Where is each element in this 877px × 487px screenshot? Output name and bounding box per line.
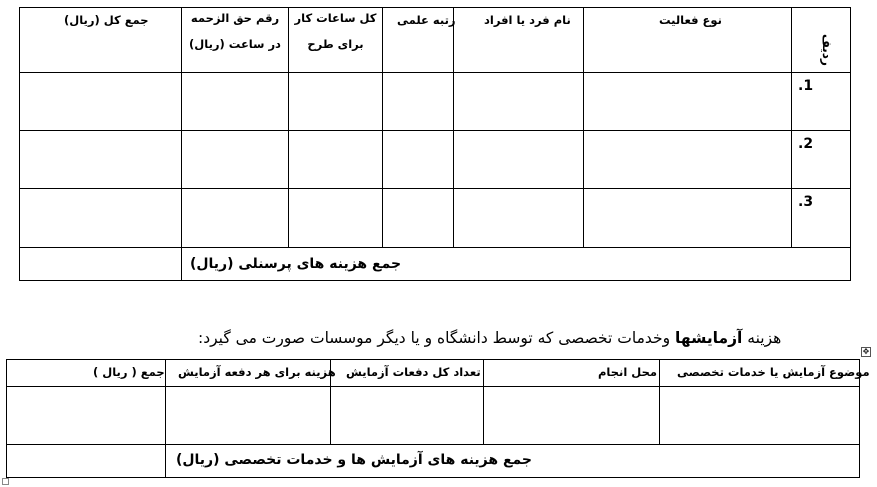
row-number-3: 3.: [798, 194, 814, 210]
heading-bold: آزمایشها: [675, 329, 743, 347]
move-cross-icon[interactable]: ✥: [862, 347, 870, 356]
heading-prefix: هزینه: [742, 329, 782, 347]
header-total: جمع ( ریال ): [93, 365, 165, 379]
header-row-label: ردیف: [820, 34, 834, 66]
header-total-hours: [289, 5, 382, 57]
lab-services-heading: [198, 329, 781, 347]
header-hourly-fee-line1: رقم حق الزحمه: [190, 11, 280, 25]
row-number-1: 1.: [798, 78, 814, 94]
header-grand-total: جمع کل (ریال): [64, 13, 149, 27]
row-number-2: 2.: [798, 136, 814, 152]
header-test-count: تعداد کل دفعات آزمایش: [346, 365, 481, 379]
header-cost-per-test: هزینه برای هر دفعه آزمایش: [178, 365, 336, 379]
header-person-name: نام فرد یا افراد: [484, 13, 571, 27]
header-hourly-fee-line2: در ساعت (ریال): [189, 37, 281, 51]
header-academic-rank: رتبه علمی: [397, 13, 456, 27]
table-resize-handle[interactable]: [2, 478, 9, 485]
header-location: محل انجام: [598, 365, 657, 379]
personnel-cost-total-label: جمع هزینه های پرسنلی (ریال): [190, 256, 402, 272]
header-hourly-fee: [182, 5, 288, 57]
header-activity-type: نوع فعالیت: [659, 13, 722, 27]
header-total-hours-line1: کل ساعات کار: [294, 11, 377, 25]
header-subject: موضوع آزمایش یا خدمات تخصصی: [677, 365, 870, 379]
header-total-hours-line2: برای طرح: [307, 37, 364, 51]
lab-services-total-label: جمع هزینه های آزمایش ها و خدمات تخصصی (ریال): [176, 452, 532, 468]
heading-suffix: وخدمات تخصصی که توسط دانشگاه و یا دیگر موسسات صورت می گیرد:: [198, 329, 676, 347]
